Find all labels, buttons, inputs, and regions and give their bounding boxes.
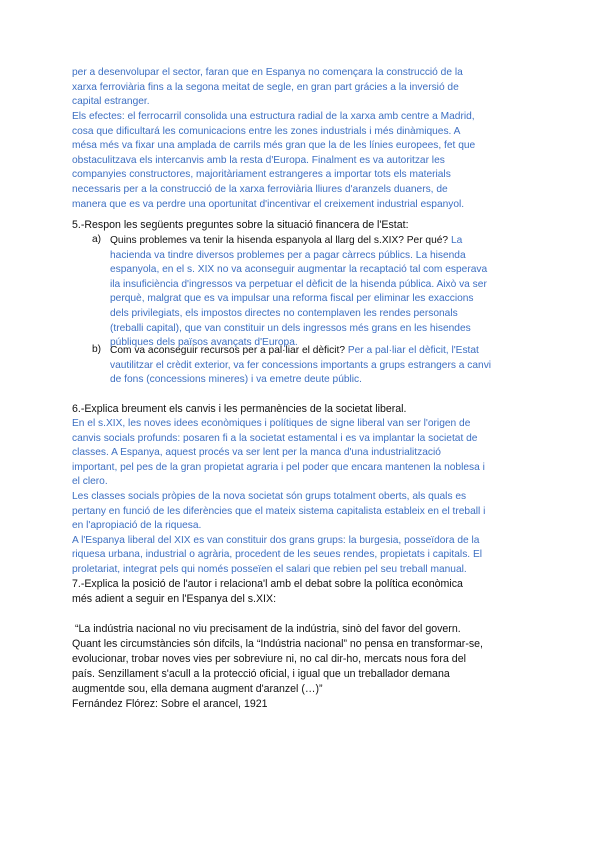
question-5b-text: Com va aconseguir recursos per a pal·liar el dèficit? bbox=[110, 345, 345, 356]
text-line: de fons (concessions mineres) i va emetre deute públic. bbox=[110, 374, 362, 386]
question-7-title bbox=[72, 577, 532, 607]
text-line: més adient a seguir en l'Espanya del s.XIX: bbox=[72, 593, 277, 605]
text-line: Els efectes: el ferrocarril consolida una estructura radial de la xarxa amb centre a Madrid, bbox=[72, 111, 475, 122]
quote-line: país. Senzillament s'acull a la protecció oficial, i igual que un treballador demana bbox=[72, 668, 450, 680]
text-line: important, pel pes de la gran propietat agraria i pel poder que encara mantenen la noblesa i bbox=[72, 461, 485, 473]
text-line: vautilitzar el crèdit exterior, va fer concessions importants a grups estrangers a canvi bbox=[110, 359, 492, 371]
question-5-title bbox=[72, 218, 532, 233]
text-line: riquesa urbana, industrial o agrària, procedent de les seues rendes, propietats i capitals. El bbox=[72, 549, 483, 561]
question-6-title bbox=[72, 402, 532, 417]
text-line: cosa que dificultará les comunicacions entre les zones industrials i més dinàmiques. A bbox=[72, 125, 461, 137]
question-5b-body bbox=[110, 344, 550, 388]
text-line: Les classes socials pròpies de la nova societat són grups totalment oberts, als quals es bbox=[72, 490, 467, 502]
text-line: proletariat, integrat pels qui només posseïen el salari que rebien pel seu treball manual. bbox=[72, 563, 467, 575]
text-line: per a desenvolupar el sector, faran que en Espanya no començara la construcció de la bbox=[72, 67, 463, 78]
question-title: 5.-Respon les següents preguntes sobre la situació financera de l'Estat: bbox=[72, 219, 409, 231]
question-title: 6.-Explica breument els canvis i les permanències de la societat liberal. bbox=[72, 403, 407, 415]
question-6-answer bbox=[72, 417, 532, 578]
text-line: pertany en funció de les diferències que el mateix sistema capitalista estableix en el treball i bbox=[72, 505, 486, 517]
text-line: perquè, malgrat que es va impulsar una reforma fiscal per eliminar les exaccions bbox=[110, 293, 474, 305]
text-line: xarxa ferroviària fins a la segona meitat de segle, en gran part grácies a la inversió de bbox=[72, 81, 459, 93]
text-line: canvis socials profunds: posaren fi a la societat estamental i es va implantar la societat de bbox=[72, 432, 478, 444]
question-5a bbox=[92, 234, 532, 349]
text-line: en l'apropiació de la riquesa. bbox=[72, 520, 202, 532]
question-5a-text: Quins problemes va tenir la hisenda espanyola al llarg del s.XIX? Per qué? bbox=[110, 235, 449, 246]
text-line: espanyola, en el s. XIX no va aconseguir augmentar la recaptació tal com esperava bbox=[110, 264, 488, 276]
text-line: 7.-Explica la posició de l'autor i relaciona'l amb el debat sobre la política econòmica bbox=[72, 578, 463, 590]
quote-line: augmentde sou, ella demana augment d'aranzel (…)” bbox=[72, 683, 323, 695]
text-line: ila insuficiència d'ingressos va perpetuar el dèficit de la hisenda pública. Això va ser bbox=[110, 278, 487, 290]
quote-line: “La indústria nacional no viu precisament de la indústria, sinò del favor del govern. bbox=[72, 623, 461, 635]
text-line: manera que es va perdre una oportunitat d'incentivar el creixement industrial espanyol. bbox=[72, 198, 465, 210]
text-line: A l'Espanya liberal del XIX es van constituir dos grans grups: la burgesia, posseïdora de la bbox=[72, 534, 480, 546]
text-line: dels privilegiats, els impostos directes no contemplaven les rendes personals bbox=[110, 307, 458, 319]
effects-paragraph bbox=[72, 110, 532, 212]
item-marker: b) bbox=[92, 344, 102, 355]
text-line: el clero. bbox=[72, 476, 108, 488]
question-5b bbox=[92, 344, 532, 390]
text-line: (treballi capital), que van constituir un dels ingressos més grans en les hisendes bbox=[110, 322, 471, 334]
continuation-paragraph bbox=[72, 66, 532, 110]
text-line: mésa més va fixar una amplada de carrils més gran que la de les línies europees, fet que bbox=[72, 140, 476, 152]
text-line: obstaculitzava els intercanvis amb la resta d'Europa. Finalment es va autoritzar les bbox=[72, 154, 445, 166]
text-line: hacienda va tindre diversos problemes per a pagar càrrecs públics. La hisenda bbox=[110, 249, 466, 261]
quote-line: Quant les circumstàncies són difcils, la “Indústria nacional” no pensa en transformar-se, bbox=[72, 638, 483, 650]
text-line: capital estranger. bbox=[72, 96, 150, 108]
answer-5a-start: La bbox=[450, 235, 463, 246]
text-line: classes. A Espanya, aquest procés va ser lent per la manca d'una industrialització bbox=[72, 447, 441, 459]
answer-5b-start: Per a pal·liar el dèficit, l'Estat bbox=[347, 345, 479, 356]
question-5a-body bbox=[110, 234, 550, 351]
quote-line: evolucionar, trobar noves vies per sobreviure ni, no cal dir-ho, mercats nous fora del bbox=[72, 653, 466, 665]
text-line: En el s.XIX, les noves idees econòmiques i polítiques de signe liberal van ser l'origen de bbox=[72, 418, 471, 429]
text-line: companyies constructores, majoritàriament estrangeres a importar tots els materials bbox=[72, 169, 451, 181]
quote-block bbox=[72, 622, 532, 712]
item-marker: a) bbox=[92, 234, 102, 245]
quote-source: Fernández Flórez: Sobre el arancel, 1921 bbox=[72, 698, 268, 710]
text-line: públiques dels països avançats d'Europa. bbox=[110, 337, 298, 349]
text-line: necessaris per a la construcció de la xarxa ferroviària lliures d'aranzels duaners, de bbox=[72, 183, 448, 195]
